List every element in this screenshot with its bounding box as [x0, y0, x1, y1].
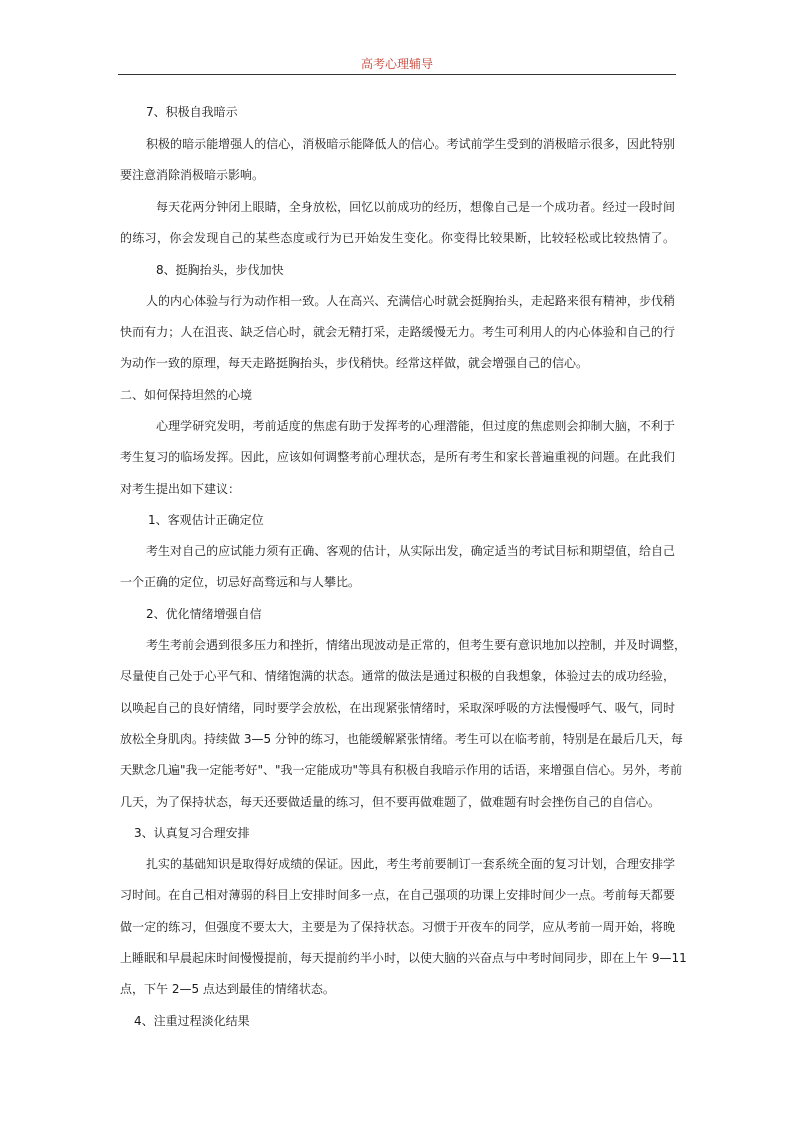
paragraph-line: 以唤起自己的良好情绪，同时要学会放松，在出现紧张情绪时，采取深呼吸的方法慢慢呼气、吸气，同时 — [120, 701, 675, 715]
paragraph-line: 为动作一致的原理，每天走路挺胸抬头，步伐稍快。经常这样做，就会增强自己的信心。 — [120, 356, 589, 370]
paragraph-line: 人的内心体验与行为动作相一致。人在高兴、充满信心时就会挺胸抬头，走起路来很有精神，步伐稍 — [146, 294, 675, 308]
subsection-heading-3: 3、认真复习合理安排 — [134, 826, 250, 840]
paragraph-line: 放松全身肌肉。持续做 3—5 分钟的练习，也能缓解紧张情绪。考生可以在临考前，特别是在最后几天，每 — [120, 732, 683, 746]
paragraph-line: 积极的暗示能增强人的信心，消极暗示能降低人的信心。考试前学生受到的消极暗示很多，因此特别 — [146, 137, 675, 151]
paragraph-line: 习时间。在自己相对薄弱的科目上安排时间多一点，在自己强项的功课上安排时间少一点。考前每天都要 — [120, 888, 675, 902]
paragraph-line: 每天花两分钟闭上眼睛，全身放松，回忆以前成功的经历，想像自己是一个成功者。经过一段时间 — [156, 200, 675, 214]
section-heading-8: 8、挺胸抬头，步伐加快 — [156, 263, 284, 277]
paragraph-line: 考生考前会遇到很多压力和挫折，情绪出现波动是正常的，但考生要有意识地加以控制，并及时调整， — [146, 638, 687, 652]
paragraph-line: 快而有力；人在沮丧、缺乏信心时，就会无精打采，走路缓慢无力。考生可利用人的内心体验和自己的行 — [120, 325, 675, 339]
paragraph-line: 要注意消除消极暗示影响。 — [120, 168, 265, 182]
section-heading-7: 7、积极自我暗示 — [146, 105, 238, 119]
subsection-heading-4: 4、注重过程淡化结果 — [134, 1014, 250, 1028]
paragraph-line: 上睡眠和早晨起床时间慢慢提前，每天提前约半小时，以使大脑的兴奋点与中考时间同步，即在上午 9—11 — [120, 951, 687, 965]
paragraph-line: 扎实的基础知识是取得好成绩的保证。因此，考生考前要制订一套系统全面的复习计划，合理安排学 — [146, 857, 675, 871]
header-rule — [118, 74, 676, 75]
paragraph-line: 心理学研究发明，考前适度的焦虑有助于发挥考的心理潜能，但过度的焦虑则会抑制大脑，不利于 — [156, 419, 675, 433]
paragraph-line: 的练习，你会发现自己的某些态度或行为已开始发生变化。你变得比较果断，比较轻松或比较热情了。 — [120, 231, 675, 245]
part-heading-2: 二、如何保持坦然的心境 — [120, 388, 253, 402]
header-title: 高考心理辅导 — [360, 57, 433, 71]
paragraph-line: 天默念几遍"我一定能考好"、"我一定能成功"等具有积极自我暗示作用的话语，来增强自信心。另外，考前 — [120, 763, 683, 777]
paragraph-line: 对考生提出如下建议： — [120, 482, 241, 496]
paragraph-line: 点，下午 2—5 点达到最佳的情绪状态。 — [120, 982, 335, 996]
paragraph-line: 几天，为了保持状态，每天还要做适量的练习，但不要再做难题了，做难题有时会挫伤自己的自信心。 — [120, 795, 661, 809]
paragraph-line: 做一定的练习，但强度不要太大，主要是为了保持状态。习惯于开夜车的同学，应从考前一周开始，将晚 — [120, 920, 675, 934]
paragraph-line: 一个正确的定位，切忌好高骛远和与人攀比。 — [120, 575, 361, 589]
paragraph-line: 尽量使自己处于心平气和、情绪饱满的状态。通常的做法是通过积极的自我想象，体验过去的成功经验， — [120, 669, 675, 683]
subsection-heading-1: 1、客观估计正确定位 — [148, 513, 264, 527]
subsection-heading-2: 2、优化情绪增强自信 — [146, 607, 262, 621]
paragraph-line: 考生对自己的应试能力须有正确、客观的估计，从实际出发，确定适当的考试目标和期望值，给自己 — [146, 544, 675, 558]
paragraph-line: 考生复习的临场发挥。因此，应该如何调整考前心理状态，是所有考生和家长普遍重视的问题。在此我们 — [120, 450, 675, 464]
